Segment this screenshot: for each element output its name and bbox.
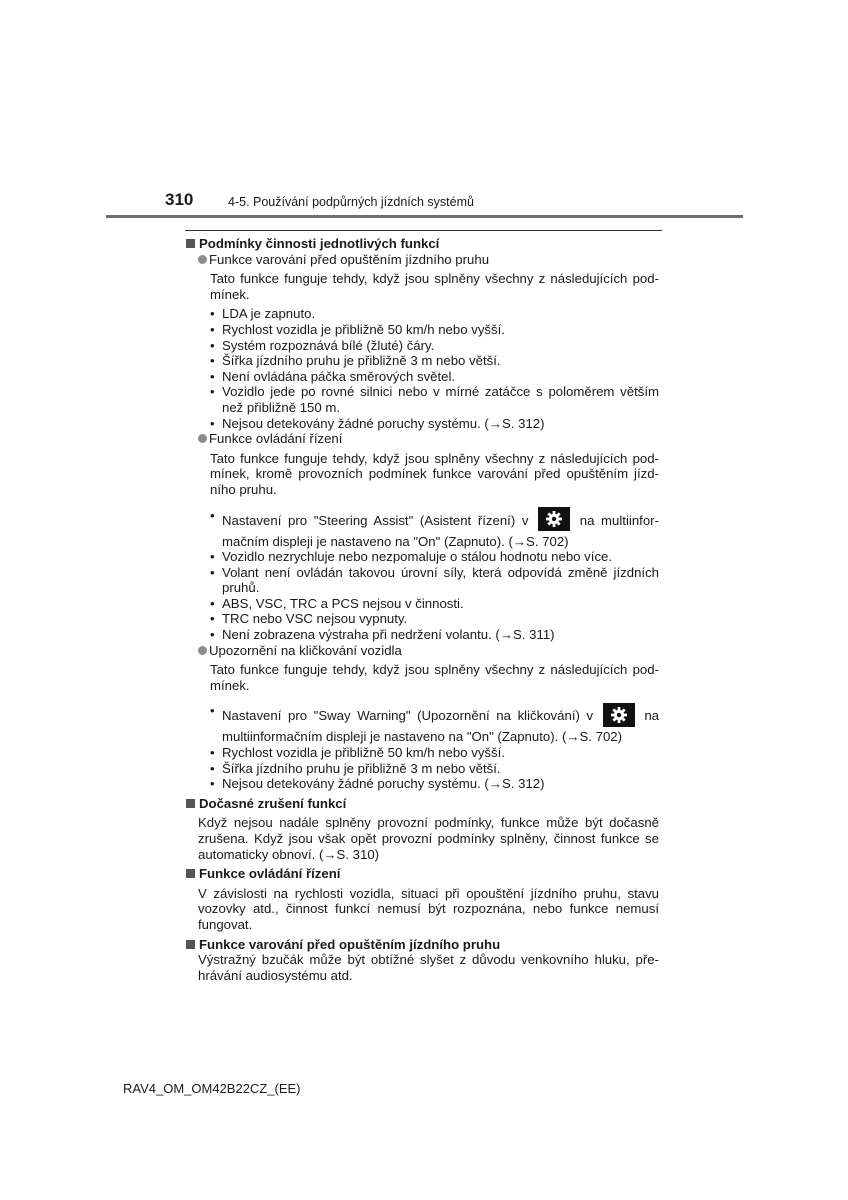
list-item: • Nejsou detekovány žádné poruchy systému. (→S. 312) — [210, 416, 659, 432]
content — [185, 236, 659, 983]
document-code: RAV4_OM_OM42B22CZ_(EE) — [123, 1081, 301, 1096]
list-item: • Systém rozpoznává bílé (žluté) čáry. — [210, 338, 659, 354]
list-item: • Nejsou detekovány žádné poruchy systému. (→S. 312) — [210, 776, 659, 792]
section-heading-steering-control: Funkce ovládání řízení — [185, 866, 659, 882]
paragraph-lane-departure-warning: Výstražný bzučák může být obtížné slyšet z důvodu venkovního hluku, přehrávání audiosystému atd. — [198, 952, 659, 983]
paragraph-sway-intro: Tato funkce funguje tehdy, když jsou splněny všechny z následujících podmínek. — [210, 662, 659, 693]
round-bullet-icon — [198, 646, 207, 655]
list-item: • Rychlost vozidla je přibližně 50 km/h nebo vyšší. — [210, 745, 659, 761]
content-top-rule — [185, 230, 662, 231]
square-bullet-icon — [186, 239, 195, 248]
list-item: • ABS, VSC, TRC a PCS nejsou v činnosti. — [210, 596, 659, 612]
list-item: • Není ovládána páčka směrových světel. — [210, 369, 659, 385]
list-steering-conditions — [210, 508, 659, 643]
list-sway-conditions — [210, 703, 659, 791]
list-item: • Šířka jízdního pruhu je přibližně 3 m nebo větší. — [210, 353, 659, 369]
square-bullet-icon — [186, 869, 195, 878]
paragraph-lda-intro: Tato funkce funguje tehdy, když jsou splněny všechny z následujících podmínek. — [210, 271, 659, 302]
list-item: • Volant není ovládán takovou úrovní síly, která odpovídá změně jízdních pruhů. — [210, 565, 659, 596]
list-item: • TRC nebo VSC nejsou vypnuty. — [210, 611, 659, 627]
gear-icon — [538, 507, 570, 531]
square-bullet-icon — [186, 799, 195, 808]
list-item: • LDA je zapnuto. — [210, 306, 659, 322]
paragraph-temporary-cancel: Když nejsou nadále splněny provozní podmínky, funkce může být dočasně zrušena. Když jsou však opět provozní podmínky splněny, činnost funkce se automaticky obnoví. (→S. 310) — [198, 815, 659, 862]
list-item: • Není zobrazena výstraha při nedržení volantu. (→S. 311) — [210, 627, 659, 643]
header-rule — [106, 215, 743, 218]
list-item: • Nastavení pro "Sway Warning" (Upozornění na kličkování) v na multiinformačním displeji je nastaveno na "On" (Zapnuto). (→S. 702) — [210, 703, 659, 745]
list-item: • Šířka jízdního pruhu je přibližně 3 m nebo větší. — [210, 761, 659, 777]
list-lda-conditions — [210, 306, 659, 431]
round-bullet-icon — [198, 434, 207, 443]
page-number: 310 — [165, 190, 194, 209]
list-item: • Nastavení pro "Steering Assist" (Asistent řízení) v na multiinformačním displeji je nastaveno na "On" (Zapnuto). (→S. 702) — [210, 508, 659, 550]
gear-icon — [603, 703, 635, 727]
subsection-heading-lda: Funkce varování před opuštěním jízdního pruhu — [198, 252, 659, 268]
list-item: • Vozidlo jede po rovné silnici nebo v mírné zatáčce s poloměrem větším než přibližně 150 m. — [210, 384, 659, 415]
section-heading-conditions: Podmínky činnosti jednotlivých funkcí — [185, 236, 659, 252]
paragraph-steering-intro: Tato funkce funguje tehdy, když jsou splněny všechny z následujících podmínek, kromě provozních podmínek funkce varování před opuštěním jízdního pruhu. — [210, 450, 659, 497]
section-heading-temporary-cancel: Dočasné zrušení funkcí — [185, 796, 659, 812]
list-item: • Vozidlo nezrychluje nebo nezpomaluje o stálou hodnotu nebo více. — [210, 549, 659, 565]
subsection-heading-steering: Funkce ovládání řízení — [198, 431, 659, 447]
subsection-heading-sway: Upozornění na kličkování vozidla — [198, 643, 659, 659]
list-item: • Rychlost vozidla je přibližně 50 km/h nebo vyšší. — [210, 322, 659, 338]
round-bullet-icon — [198, 255, 207, 264]
section-heading-lane-departure-warning: Funkce varování před opuštěním jízdního pruhu — [185, 937, 659, 953]
square-bullet-icon — [186, 940, 195, 949]
paragraph-steering-control: V závislosti na rychlosti vozidla, situaci při opouštění jízdního pruhu, stavu vozovky atd., činnost funkcí nemusí být rozpoznána, nebo funkce nemusí fungovat. — [198, 885, 659, 932]
chapter-title: 4-5. Používání podpůrných jízdních systémů — [228, 195, 474, 209]
